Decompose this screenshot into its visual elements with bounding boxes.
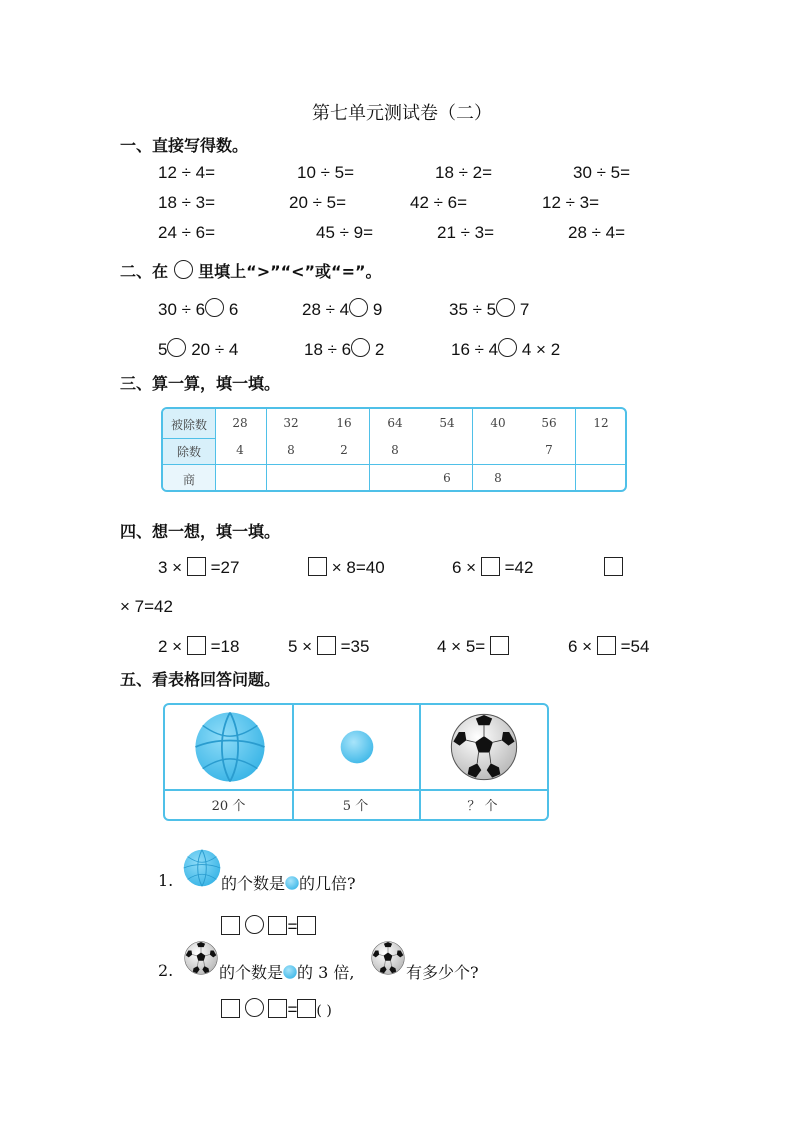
divisor-cell: 2 [340, 443, 348, 457]
dividend-cell: 32 [283, 416, 299, 430]
small-ball-icon [283, 965, 297, 979]
item-pre: 6 × [568, 637, 593, 656]
fill-item-continued: × 7=42 [120, 597, 173, 616]
fill-item [288, 636, 369, 657]
exercise: 45 ÷ 9= [316, 223, 374, 242]
fill-item [437, 636, 509, 657]
section-2-heading [120, 259, 382, 282]
heading-suffix: 里填上“>”“<”或“=”。 [198, 262, 382, 281]
heading-prefix: 二、在 [120, 262, 169, 281]
compare-right: 4 × 2 [521, 340, 561, 359]
equals-sign: = [287, 1000, 298, 1019]
item-post: =18 [210, 637, 240, 656]
compare-right: 9 [372, 300, 383, 319]
basketball-count: 20 个 [211, 799, 246, 814]
compare-left: 16 ÷ 4 [451, 340, 499, 359]
divisor-cell: 8 [287, 443, 295, 457]
exercise: 42 ÷ 6= [410, 193, 468, 212]
answer-circle[interactable] [245, 915, 264, 934]
row-divider [163, 438, 215, 439]
answer-box[interactable] [297, 999, 316, 1018]
compare-item [302, 298, 382, 320]
fill-item [158, 636, 239, 657]
compare-left: 35 ÷ 5 [449, 300, 497, 319]
compare-left: 5 [158, 340, 168, 359]
divisor-cell: 7 [545, 443, 553, 457]
exercise: 21 ÷ 3= [437, 223, 495, 242]
divisor-cell: 4 [236, 443, 244, 457]
answer-box[interactable] [317, 636, 336, 655]
question-2-equation [221, 998, 332, 1020]
dividend-cell: 16 [336, 416, 352, 430]
page-title: 第七单元测试卷（二） [312, 103, 492, 124]
ball-count-table [163, 703, 549, 821]
basketball-icon [183, 849, 221, 887]
col-divider [266, 409, 267, 490]
fill-item [308, 557, 385, 578]
fill-item [568, 636, 649, 657]
answer-box[interactable] [604, 557, 623, 576]
fill-item [452, 557, 533, 578]
answer-circle[interactable] [496, 298, 515, 317]
item-pre: 2 × [158, 637, 183, 656]
col-divider [215, 409, 216, 490]
exercise: 12 ÷ 3= [542, 193, 600, 212]
answer-box[interactable] [187, 636, 206, 655]
divisor-cell: 8 [391, 443, 399, 457]
exercise: 12 ÷ 4= [158, 163, 216, 182]
quotient-cell: 8 [494, 471, 502, 485]
compare-item [449, 298, 529, 320]
item-post: =54 [620, 637, 650, 656]
compare-item [158, 298, 238, 320]
answer-box[interactable] [268, 999, 287, 1018]
col-divider [472, 409, 473, 490]
row-divider [165, 789, 547, 791]
soccer-ball-icon [184, 941, 218, 975]
question-2-number: 2. [158, 961, 174, 980]
item-pre: 3 × [158, 558, 183, 577]
compare-right: 6 [228, 300, 239, 319]
exercise: 10 ÷ 5= [297, 163, 355, 182]
soccer-ball-icon [371, 941, 405, 975]
division-table [161, 407, 627, 492]
answer-box[interactable] [268, 916, 287, 935]
answer-box[interactable] [221, 999, 240, 1018]
answer-box[interactable] [221, 916, 240, 935]
answer-circle[interactable] [245, 998, 264, 1017]
dividend-cell: 28 [232, 416, 248, 430]
row-label: 除数 [176, 445, 201, 459]
answer-box[interactable] [187, 557, 206, 576]
answer-box[interactable] [490, 636, 509, 655]
section-3-heading: 三、算一算，填一填。 [120, 374, 281, 393]
section-1-heading: 一、直接写得数。 [120, 136, 249, 155]
compare-item [304, 338, 384, 360]
question-2-text-end: 有多少个? [406, 963, 479, 982]
compare-right: 2 [374, 340, 385, 359]
compare-item [451, 338, 560, 360]
dividend-cell: 54 [439, 416, 455, 430]
answer-box[interactable] [597, 636, 616, 655]
row-label: 被除数 [170, 418, 207, 432]
question-1-number: 1. [158, 871, 174, 890]
compare-right: 7 [519, 300, 530, 319]
dividend-cell: 40 [490, 416, 506, 430]
answer-box[interactable] [481, 557, 500, 576]
answer-circle[interactable] [349, 298, 368, 317]
compare-left: 28 ÷ 4 [302, 300, 350, 319]
compare-right: 20 ÷ 4 [191, 340, 239, 359]
exercise: 20 ÷ 5= [289, 193, 347, 212]
answer-circle[interactable] [205, 298, 224, 317]
question-1-equation [221, 915, 316, 937]
equals-sign: = [287, 917, 298, 936]
exercise: 18 ÷ 2= [435, 163, 493, 182]
section-5-heading: 五、看表格回答问题。 [120, 670, 281, 689]
section-4-heading: 四、想一想，填一填。 [120, 522, 281, 541]
item-pre: 5 × [288, 637, 313, 656]
fill-item [158, 557, 239, 578]
question-text: 的个数是 [221, 874, 286, 893]
question-1-text [221, 871, 356, 894]
item-post: =27 [210, 558, 240, 577]
question-text: 的个数是 [219, 963, 284, 982]
exercise: 28 ÷ 4= [568, 223, 626, 242]
small-ball-icon [340, 730, 374, 764]
question-2-text [219, 960, 354, 983]
exercise: 24 ÷ 6= [158, 223, 216, 242]
exercise: 18 ÷ 3= [158, 193, 216, 212]
soccer-ball-icon [450, 713, 518, 781]
quotient-cell: 6 [443, 471, 451, 485]
circle-blank-icon [174, 260, 193, 279]
dividend-cell: 64 [387, 416, 403, 430]
small-ball-count: 5 个 [342, 799, 369, 814]
dividend-cell: 56 [541, 416, 557, 430]
compare-left: 18 ÷ 6 [304, 340, 352, 359]
small-ball-icon [285, 876, 299, 890]
exercise: 30 ÷ 5= [573, 163, 631, 182]
item-post: =35 [340, 637, 370, 656]
col-divider [369, 409, 370, 490]
unit-parentheses: ( ) [316, 1003, 332, 1019]
answer-circle[interactable] [351, 338, 370, 357]
compare-item [158, 338, 238, 360]
soccer-ball-count: ？ 个 [467, 799, 498, 814]
item-post: × 8=40 [331, 558, 385, 577]
question-text: 的几倍? [299, 874, 356, 893]
answer-box[interactable] [297, 916, 316, 935]
col-divider [575, 409, 576, 490]
row-label: 商 [182, 473, 195, 487]
question-text: 的 3 倍, [297, 963, 355, 982]
item-pre: 4 × 5= [437, 637, 486, 656]
answer-circle[interactable] [498, 338, 517, 357]
compare-left: 30 ÷ 6 [158, 300, 206, 319]
item-pre: 6 × [452, 558, 477, 577]
basketball-icon [194, 711, 266, 783]
answer-box[interactable] [308, 557, 327, 576]
row-divider [163, 464, 625, 465]
fill-item [604, 557, 623, 578]
answer-circle[interactable] [167, 338, 186, 357]
dividend-cell: 12 [593, 416, 609, 430]
item-post: =42 [504, 558, 534, 577]
